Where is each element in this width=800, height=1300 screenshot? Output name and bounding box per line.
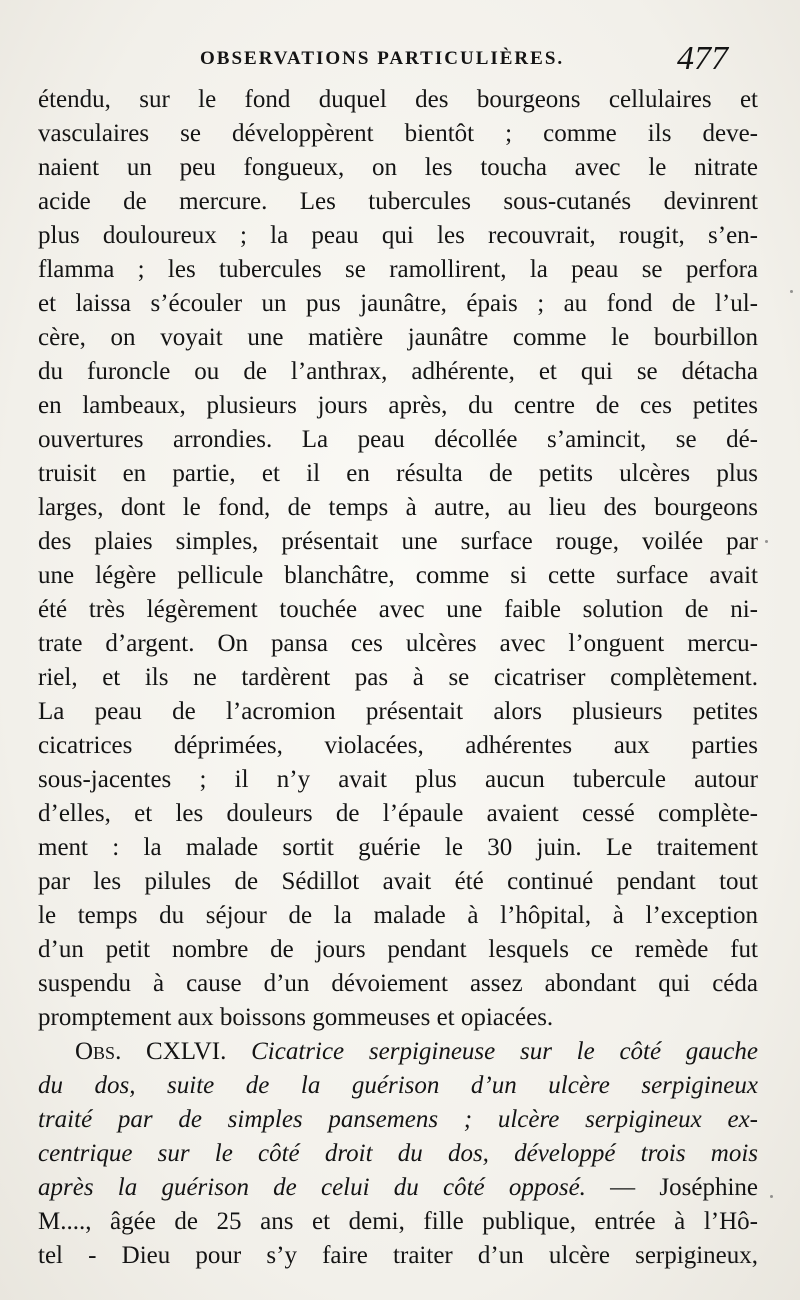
- observation-title-part: Cicatrice serpigineuse sur le côté gauche: [251, 1038, 759, 1065]
- text-line: plus douloureux ; la peau qui les recouvrait, rougit, s’en-: [38, 222, 758, 249]
- observation-title-line: [38, 1171, 758, 1205]
- text-line: des plaies simples, présentait une surface rouge, voilée par: [38, 528, 758, 555]
- text-line: vasculaires se développèrent bientôt ; comme ils deve-: [38, 120, 758, 147]
- text-line: acide de mercure. Les tubercules sous-cutanés devinrent: [38, 188, 758, 215]
- text-line: en lambeaux, plusieurs jours après, du centre de ces petites: [38, 392, 758, 419]
- text-line: été très légèrement touchée avec une faible solution de ni-: [38, 596, 758, 623]
- page-number: 477: [677, 40, 728, 77]
- text-line: d’un petit nombre de jours pendant lesquels ce remède fut: [38, 936, 758, 963]
- text-line: truisit en partie, et il en résulta de petits ulcères plus: [38, 460, 758, 487]
- paragraph-last-line: promptement aux boissons gommeuses et opiacées.: [38, 1004, 554, 1031]
- observation-heading-line: [38, 1035, 758, 1069]
- observation-title-part: centrique sur le côté droit du dos, développé trois mois: [38, 1140, 758, 1167]
- print-speck: [790, 290, 793, 293]
- text-line: d’elles, et les douleurs de l’épaule avaient cessé complète-: [38, 800, 758, 827]
- text-line: par les pilules de Sédillot avait été continué pendant tout: [38, 868, 758, 895]
- print-speck: [765, 540, 768, 543]
- text-line: cicatrices déprimées, violacées, adhérentes aux parties: [38, 732, 758, 759]
- text-line: suspendu à cause d’un dévoiement assez abondant qui céda: [38, 970, 758, 997]
- observation-title-line: [38, 1137, 758, 1171]
- observation-title-part: traité par de simples pansemens ; ulcère serpigineux ex-: [38, 1106, 758, 1133]
- text-line: cère, on voyait une matière jaunâtre comme le bourbillon: [38, 324, 758, 351]
- text-line: du furoncle ou de l’anthrax, adhérente, et qui se détacha: [38, 358, 758, 385]
- text-line: flamma ; les tubercules se ramollirent, la peau se perfora: [38, 256, 758, 283]
- text-line: sous-jacentes ; il n’y avait plus aucun tubercule autour: [38, 766, 758, 793]
- text-line: naient un peu fongueux, on les toucha avec le nitrate: [38, 154, 758, 181]
- text-line: larges, dont le fond, de temps à autre, au lieu des bourgeons: [38, 494, 758, 521]
- body-text: [38, 83, 758, 1273]
- text-line: et laissa s’écouler un pus jaunâtre, épais ; au fond de l’ul-: [38, 290, 758, 317]
- text-line: étendu, sur le fond duquel des bourgeons cellulaires et: [38, 86, 758, 113]
- observation-patient-intro: — Joséphine: [610, 1174, 758, 1201]
- text-line: le temps du séjour de la malade à l’hôpital, à l’exception: [38, 902, 758, 929]
- text-line: riel, et ils ne tardèrent pas à se cicatriser complètement.: [38, 664, 758, 691]
- text-line: M...., âgée de 25 ans et demi, fille publique, entrée à l’Hô-: [38, 1208, 758, 1235]
- text-line: ment : la malade sortit guérie le 30 juin. Le traitement: [38, 834, 758, 861]
- running-head: OBSERVATIONS PARTICULIÈRES.: [200, 48, 565, 69]
- observation-title-line: [38, 1069, 758, 1103]
- text-line: trate d’argent. On pansa ces ulcères avec l’onguent mercu-: [38, 630, 758, 657]
- observation-title-part: après la guérison de celui du côté opposé.: [38, 1174, 586, 1201]
- print-speck: [770, 1195, 773, 1198]
- observation-label: Obs. CXLVI.: [75, 1038, 227, 1065]
- text-line: une légère pellicule blanchâtre, comme si cette surface avait: [38, 562, 758, 589]
- text-line: tel - Dieu pour s’y faire traiter d’un ulcère serpigineux,: [38, 1242, 758, 1269]
- page-header: [0, 40, 800, 80]
- observation-title-line: [38, 1103, 758, 1137]
- observation-title-part: du dos, suite de la guérison d’un ulcère serpigineux: [38, 1072, 758, 1099]
- text-line: ouvertures arrondies. La peau décollée s’amincit, se dé-: [38, 426, 758, 453]
- text-line: La peau de l’acromion présentait alors plusieurs petites: [38, 698, 758, 725]
